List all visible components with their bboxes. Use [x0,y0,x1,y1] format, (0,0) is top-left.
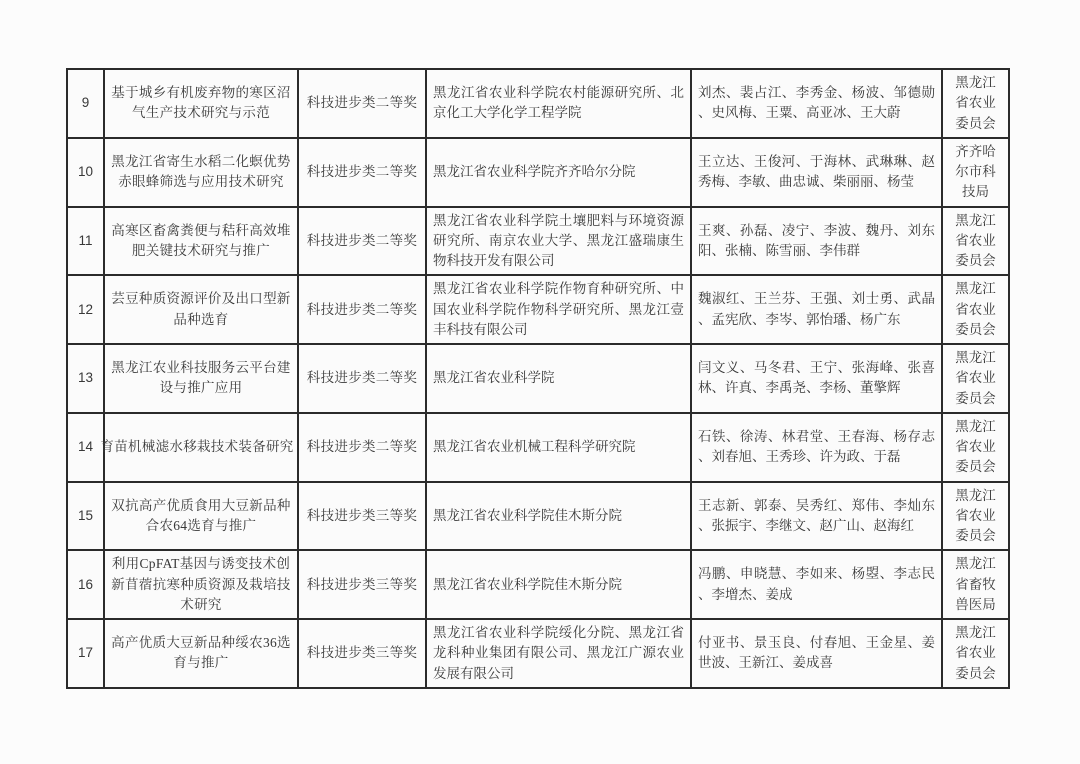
awardees-cell: 闫文义、马冬君、王宁、张海峰、张喜林、许真、李禹尧、李杨、董擎辉 [691,344,942,413]
row-number-cell: 13 [67,344,104,413]
nominator-cell: 齐齐哈尔市科技局 [942,138,1009,207]
award-category-cell: 科技进步类二等奖 [298,207,426,276]
organizations-cell: 黑龙江省农业科学院佳木斯分院 [426,482,691,551]
nominator-cell: 黑龙江省农业委员会 [942,207,1009,276]
table-row [67,482,1009,551]
project-title-cell: 芸豆种质资源评价及出口型新品种选育 [104,275,298,344]
awards-table [66,68,1010,689]
row-number-cell: 15 [67,482,104,551]
table-row [67,344,1009,413]
awardees-cell: 石铁、徐涛、林君堂、王春海、杨存志、刘春旭、王秀珍、许为政、于磊 [691,413,942,482]
award-category-cell: 科技进步类二等奖 [298,275,426,344]
table-row [67,619,1009,688]
awardees-cell: 刘杰、裴占江、李秀金、杨波、邹德勋、史风梅、王粟、高亚冰、王大蔚 [691,69,942,138]
awardees-cell: 付亚书、景玉良、付春旭、王金星、姜世波、王新江、姜成喜 [691,619,942,688]
organizations-cell: 黑龙江省农业科学院作物育种研究所、中国农业科学院作物科学研究所、黑龙江壹丰科技有限公司 [426,275,691,344]
nominator-cell: 黑龙江省农业委员会 [942,344,1009,413]
row-number-cell: 14 [67,413,104,482]
awards-table-body [67,69,1009,688]
project-title-cell: 高产优质大豆新品种绥农36选育与推广 [104,619,298,688]
award-category-cell: 科技进步类二等奖 [298,344,426,413]
project-title-cell: 黑龙江省寄生水稻二化螟优势赤眼蜂筛选与应用技术研究 [104,138,298,207]
award-category-cell: 科技进步类三等奖 [298,619,426,688]
project-title-cell: 高寒区畜禽粪便与秸秆高效堆肥关键技术研究与推广 [104,207,298,276]
organizations-cell: 黑龙江省农业科学院农村能源研究所、北京化工大学化学工程学院 [426,69,691,138]
awardees-cell: 王志新、郭泰、吴秀红、郑伟、李灿东、张振宇、李继文、赵广山、赵海红 [691,482,942,551]
project-title-cell: 双抗高产优质食用大豆新品种合农64选育与推广 [104,482,298,551]
table-row [67,207,1009,276]
project-title-cell: 育苗机械滤水移栽技术装备研究 [104,413,298,482]
organizations-cell: 黑龙江省农业科学院佳木斯分院 [426,550,691,619]
project-title-cell: 利用CpFAT基因与诱变技术创新苜蓿抗寒种质资源及栽培技术研究 [104,550,298,619]
nominator-cell: 黑龙江省畜牧兽医局 [942,550,1009,619]
row-number-cell: 10 [67,138,104,207]
nominator-cell: 黑龙江省农业委员会 [942,482,1009,551]
awardees-cell: 冯鹏、申晓慧、李如来、杨曌、李志民、李增杰、姜成 [691,550,942,619]
project-title-cell: 基于城乡有机废弃物的寒区沼气生产技术研究与示范 [104,69,298,138]
awardees-cell: 魏淑红、王兰芬、王强、刘士勇、武晶、孟宪欣、李岑、郭怡璠、杨广东 [691,275,942,344]
organizations-cell: 黑龙江省农业科学院绥化分院、黑龙江省龙科种业集团有限公司、黑龙江广源农业发展有限公司 [426,619,691,688]
organizations-cell: 黑龙江省农业科学院 [426,344,691,413]
row-number-cell: 16 [67,550,104,619]
row-number-cell: 12 [67,275,104,344]
row-number-cell: 9 [67,69,104,138]
organizations-cell: 黑龙江省农业科学院土壤肥料与环境资源研究所、南京农业大学、黑龙江盛瑞康生物科技开发有限公司 [426,207,691,276]
award-category-cell: 科技进步类二等奖 [298,69,426,138]
table-row [67,138,1009,207]
nominator-cell: 黑龙江省农业委员会 [942,619,1009,688]
awardees-cell: 王立达、王俊河、于海林、武琳琳、赵秀梅、李敏、曲忠诚、柴丽丽、杨莹 [691,138,942,207]
project-title-cell: 黑龙江农业科技服务云平台建设与推广应用 [104,344,298,413]
table-row [67,550,1009,619]
nominator-cell: 黑龙江省农业委员会 [942,69,1009,138]
row-number-cell: 17 [67,619,104,688]
row-number-cell: 11 [67,207,104,276]
awardees-cell: 王爽、孙磊、凌宁、李波、魏丹、刘东阳、张楠、陈雪丽、李伟群 [691,207,942,276]
table-row [67,69,1009,138]
organizations-cell: 黑龙江省农业机械工程科学研究院 [426,413,691,482]
award-category-cell: 科技进步类三等奖 [298,550,426,619]
table-row [67,275,1009,344]
award-category-cell: 科技进步类二等奖 [298,138,426,207]
organizations-cell: 黑龙江省农业科学院齐齐哈尔分院 [426,138,691,207]
award-category-cell: 科技进步类二等奖 [298,413,426,482]
award-category-cell: 科技进步类三等奖 [298,482,426,551]
nominator-cell: 黑龙江省农业委员会 [942,275,1009,344]
nominator-cell: 黑龙江省农业委员会 [942,413,1009,482]
table-row [67,413,1009,482]
